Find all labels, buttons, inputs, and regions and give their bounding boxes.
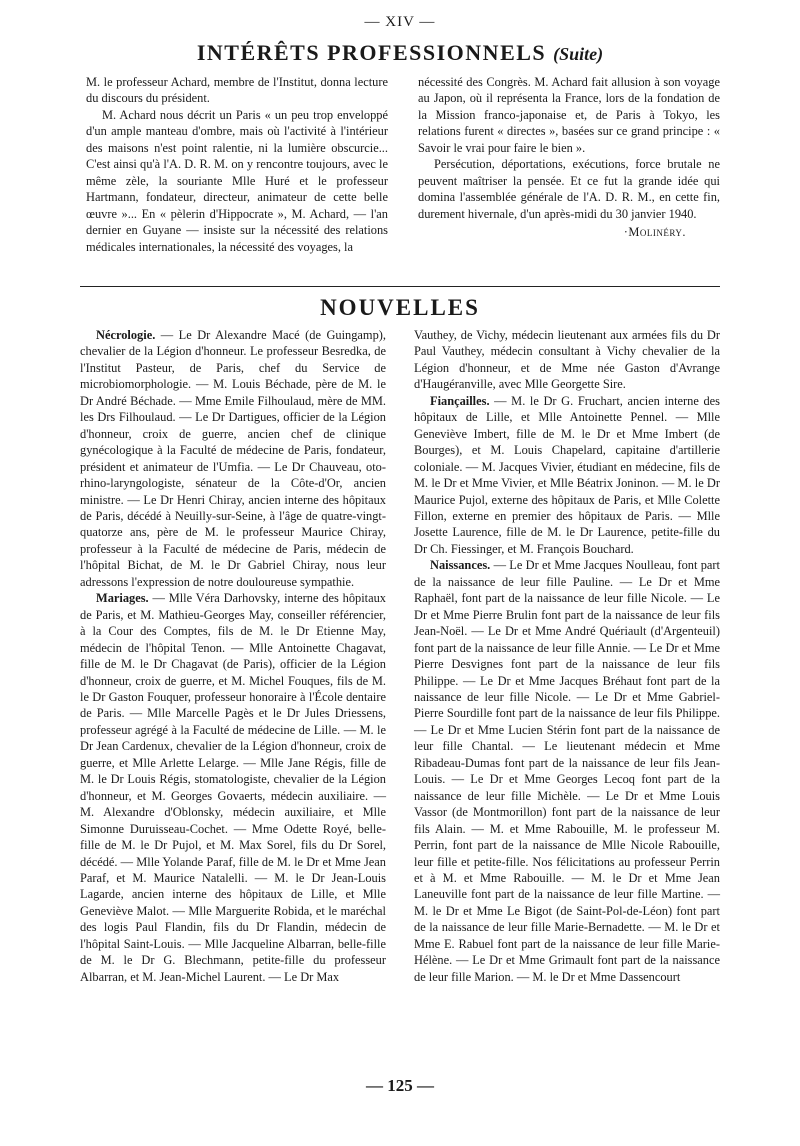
nouvelles-left-column xyxy=(80,327,386,985)
necrologie-lead: Nécrologie. xyxy=(96,328,156,342)
fiancailles-paragraph xyxy=(414,393,720,558)
signature: ·Molinéry. xyxy=(623,225,686,240)
fiancailles-lead: Fiançailles. xyxy=(430,393,490,408)
paragraph: M. le professeur Achard, membre de l'Institut, donna lecture du discours du président. xyxy=(86,75,388,106)
naissances-paragraph xyxy=(414,557,720,985)
paragraph: nécessité des Congrès. M. Achard fait allusion à son voyage au Japon, où il représenta la France, lors de la fondation de la Mission franco-japonaise et, de Paris à Tokyo, les relations furent « directes », basées sur ce grand principe : « Savoir le vrai pour faire le bien ». xyxy=(418,75,720,155)
mariages-continued: Vauthey, de Vichy, médecin lieutenant aux armées fils du Dr Paul Vauthey, médecin consultant à Vichy chevalier de la Légion d'honneur, et de Mme née Gaston d'Avrange d'Haugéranville, avec Mlle Georgette Sire. xyxy=(414,328,720,392)
paragraph: Persécution, déportations, exécutions, force brutale ne peuvent maîtriser la pensée. Et ce fut la grande idée qui domina l'assemblée générale de l'A. D. R. M., en cette fin, durement hivernale, d'un après-midi du 30 janvier 1940. xyxy=(418,157,720,221)
page-number: — 125 — xyxy=(366,1076,434,1095)
nouvelles-right-column xyxy=(414,327,720,985)
mariages-text: — Mlle Véra Darhovsky, interne des hôpitaux de Paris, et M. Mathieu-Georges May, conseiller référencier, à la Cour des Comptes, fils de M. le Dr Etienne May, médecin de l'hôpital Tenon. — Mlle Antoinette Chagavat, fille de M. le Dr Chagavat (de Paris), officier de la Légion d'honneur, croix de guerre, et M. Michel Fouques, fils de M. le Dr Gaston Fouquer, professeur honoraire à l'École dentaire de Paris. — Mlle Marcelle Pagès et le Dr Jules Driessens, professeur agrégé à la Faculté de médecine de Lille. — M. le Dr Jean Cardenux, chevalier de la Légion d'honneur, croix de guerre, et Mlle Arlette Lelarge. — Mlle Jane Régis, fille de M. le Dr Louis Régis, stomatologiste, chevalier de la Légion d'honneur, et M. Georges Govaerts, médecin auxiliaire. — M. Alexandre d'Oblonsky, médecin auxiliaire, et Mlle Simonne Duruisseau-Cochet. — Mme Odette Royé, belle-fille de M. le Dr Pujol, et M. Max Sorel, fils du Dr Sorel, décédé. — Mlle Yolande Paraf, fille de M. le Dr et Mme Jean Paraf, et M. Maurice Natalelli. — M. le Dr Jean-Louis Lagarde, ancien interne des hôpitaux de Lille, et Mlle Geneviève Malot. — Mlle Marguerite Robida, et le maréchal des logis Paul Flandin, fils du Dr Flandin, médecin de l'hôpital Saint-Louis. — Mlle Jacqueline Albarran, belle-fille de M. le Dr G. Blechmann, petite-fille du professeur Albarran, et M. Jean-Michel Laurent. — Le Dr Max xyxy=(80,591,386,984)
naissances-lead: Naissances. xyxy=(430,558,491,573)
section-title: INTÉRÊTS PROFESSIONNELS xyxy=(196,40,547,65)
naissances-text: — Le Dr et Mme Jacques Noulleau, font part de la naissance de leur fille Pauline. — Le Dr et Mme Raphaël, font part de la naissance de leur fille Nicole. — Le Dr et Mme Pierre Brulin font part de la naissance de leur fils Jean-Noël. — Le Dr et Mme André Quériault (d'Argenteuil) font part de la naissance de leur fille Annie. — Le Dr et Mme Pierre Desvignes font part de la naissance de leur fils Philippe. — Le Dr et Mme Jacques Bréhaut font part de la naissance de leur fille Nicole. — Le Dr et Mme Gabriel-Pierre Sourdille font part de la naissance de leur fils Philippe. — Le Dr et Mme Lucien Stérin font part de la naissance de leur fille Chantal. — Le lieutenant médecin et Mme Ribadeau-Dumas font part de la naissance de leur fils Jean-Louis. — Le Dr et Mme Georges Lecoq font part de la naissance de leur fille Michèle. — Le Dr et Mme Louis Vassor (de Montmorillon) font part de la naissance de leur fils Alain. — M. et Mme Rabouille, M. le professeur M. Perrin, font part de la naissance de Mlle Nicole Rabouille, leur fille et petite-fille. Nos félicitations au professeur Perrin et à M. et Mme Rabouille. — M. le Dr et Mme Jean Laneuville font part de la naissance de leur fille Martine. — M. le Dr et Mme Le Bigot (de Saint-Pol-de-Léon) font part de la naissance de leur fille Marie-Bernadette. — M. le Dr et Mme E. Rabuel font part de la naissance de leur fille Marie-Hélène. — Le Dr et Mme Grimault font part de la naissance de leur fille Marion. — M. le Dr et Mme Dassencourt xyxy=(414,558,720,984)
section-heading xyxy=(0,40,800,66)
nouvelles-title: NOUVELLES xyxy=(320,295,480,320)
paragraph: M. Achard nous décrit un Paris « un peu trop enveloppé d'un ample manteau d'ombre, mais où l'activité à l'intérieur des maisons n'est point ralentie, ni la lumière obscurcie... C'est ainsi qu'à l'A. D. R. M. on y rencontre toujours, avec le même zèle, la souriante Mlle Huré et le professeur Hartmann, fondateur, directeur, animateur de cette belle œuvre »... En « pèlerin d'Hippocrate », M. Achard, — l'an dernier en Guyane — insiste sur la nécessité des relations médicales internationales, la nécessité des voyages, la xyxy=(86,107,388,254)
mariages-paragraph xyxy=(80,590,386,985)
section-divider xyxy=(80,286,720,287)
necrologie-text: — Le Dr Alexandre Macé (de Guingamp), chevalier de la Légion d'honneur. Le professeur Besredka, de l'Institut Pasteur, de Paris, chef du Service de microbiomorphologie. — M. Louis Béchade, père de M. le Dr André Béchade. — Mme Emile Filhoulaud, mère de MM. les Drs Filhoulaud. — Le Dr Dartigues, officier de la Légion d'honneur, croix de guerre, ancien chef de clinique gynécologique à la Faculté de médecine de Paris, fondateur, président et animateur de l'Umfia. — Le Dr Chauveau, oto-rhino-laryngologiste, sénateur de la Côte-d'Or, ancien ministre. — Le Dr Henri Chiray, ancien interne des hôpitaux de Paris, décédé à Neuilly-sur-Seine, à l'âge de quatre-vingt-quatorze ans, père de M. le professeur Maurice Chiray, professeur à la Faculté de médecine de Paris, médecin de l'hôpital Bichat, de M. le Dr Gabriel Chiray, nous leur adressons l'expression de notre douloureuse sympathie. xyxy=(80,328,386,589)
page-folio: — XIV — xyxy=(364,14,436,30)
fiancailles-text: — M. le Dr G. Fruchart, ancien interne des hôpitaux de Lille, et Mlle Antoinette Pennel. — Mlle Geneviève Imbert, fille de M. le Dr et Mme Imbert (de Bourges), et M. Louis Chapelard, capitaine d'artillerie coloniale. — M. Jacques Vivier, étudiant en médecine, fils de M. le Dr et Mme Vivier, et Mlle Béatrix Joninon. — M. le Dr Maurice Pujol, externe des hôpitaux de Paris, et Mlle Colette Fillon, externe en premier des hôpitaux de Paris. — Mlle Josette Laurence, fille de M. le Dr Laurence, petite-fille du Dr Ch. Fiessinger, et M. François Bouchard. xyxy=(414,393,720,556)
interets-left-column xyxy=(86,74,388,255)
mariages-lead: Mariages. xyxy=(96,591,149,606)
necrologie-paragraph xyxy=(80,327,386,590)
interets-right-column xyxy=(418,74,720,241)
section-suite: (Suite) xyxy=(553,44,604,64)
